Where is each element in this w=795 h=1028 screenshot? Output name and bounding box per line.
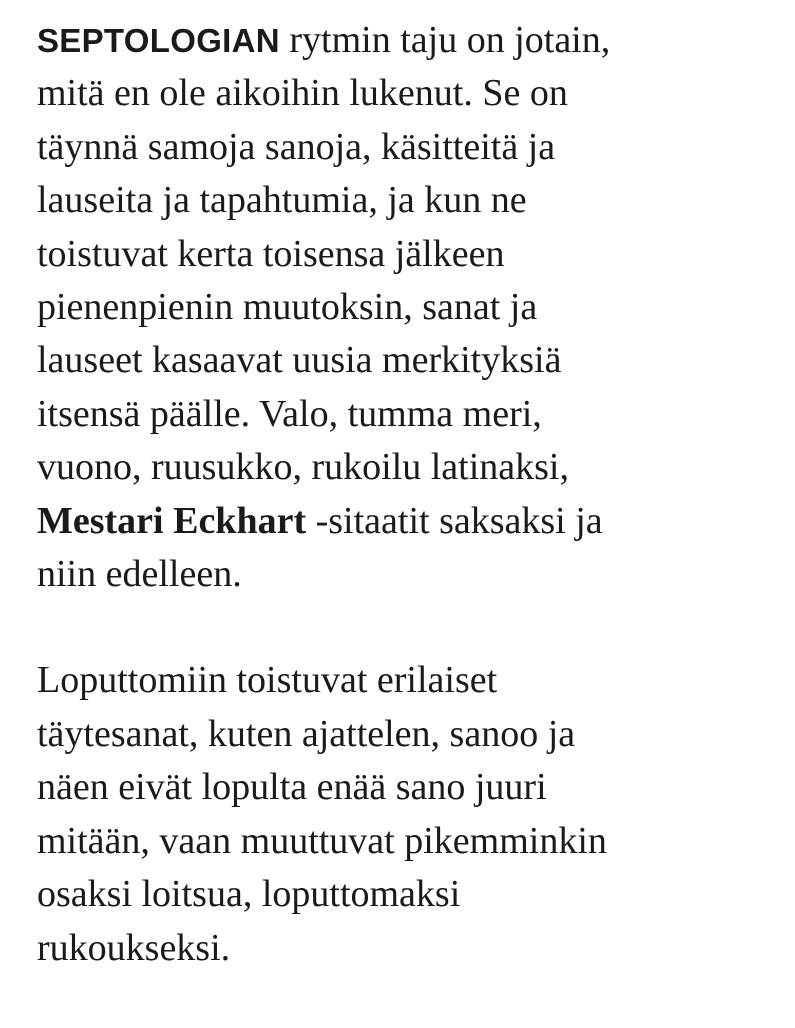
paragraph-2 bbox=[37, 654, 777, 974]
text-line: täynnä samoja sanoja, käsitteitä ja bbox=[37, 125, 556, 168]
text-line: lauseet kasaavat uusia merkityksiä bbox=[37, 339, 562, 382]
text-line: itsensä päälle. Valo, tumma meri, bbox=[37, 392, 542, 435]
paragraph-1 bbox=[37, 14, 777, 601]
bold-name: Mestari Eckhart bbox=[37, 499, 307, 542]
article-body bbox=[37, 14, 777, 1028]
text-line: niin edelleen. bbox=[37, 553, 242, 596]
text-line: pienenpienin muutoksin, sanat ja bbox=[37, 286, 538, 329]
text-line: osaksi loitsua, loputtomaksi bbox=[37, 873, 461, 916]
text-line: vuono, ruusukko, rukoilu latinaksi, bbox=[37, 446, 569, 489]
text-line: lauseita ja tapahtumia, ja kun ne bbox=[37, 179, 527, 222]
text-line: näen eivät lopulta enää sano juuri bbox=[37, 766, 547, 809]
text-line: mitään, vaan muuttuvat pikemminkin bbox=[37, 819, 607, 862]
text-line: mitä en ole aikoihin lukenut. Se on bbox=[37, 72, 568, 115]
text-line: rukoukseksi. bbox=[37, 926, 231, 969]
text-line bbox=[37, 495, 777, 548]
text-line: Loputtomiin toistuvat erilaiset bbox=[37, 659, 498, 702]
lead-word: SEPTOLOGIAN bbox=[37, 22, 280, 59]
text-segment: -sitaatit saksaksi ja bbox=[306, 499, 603, 542]
text-line: toistuvat kerta toisensa jälkeen bbox=[37, 232, 505, 275]
text-line bbox=[37, 14, 777, 67]
text-line: täytesanat, kuten ajattelen, sanoo ja bbox=[37, 712, 576, 755]
text-segment: rytmin taju on jotain, bbox=[279, 19, 611, 61]
